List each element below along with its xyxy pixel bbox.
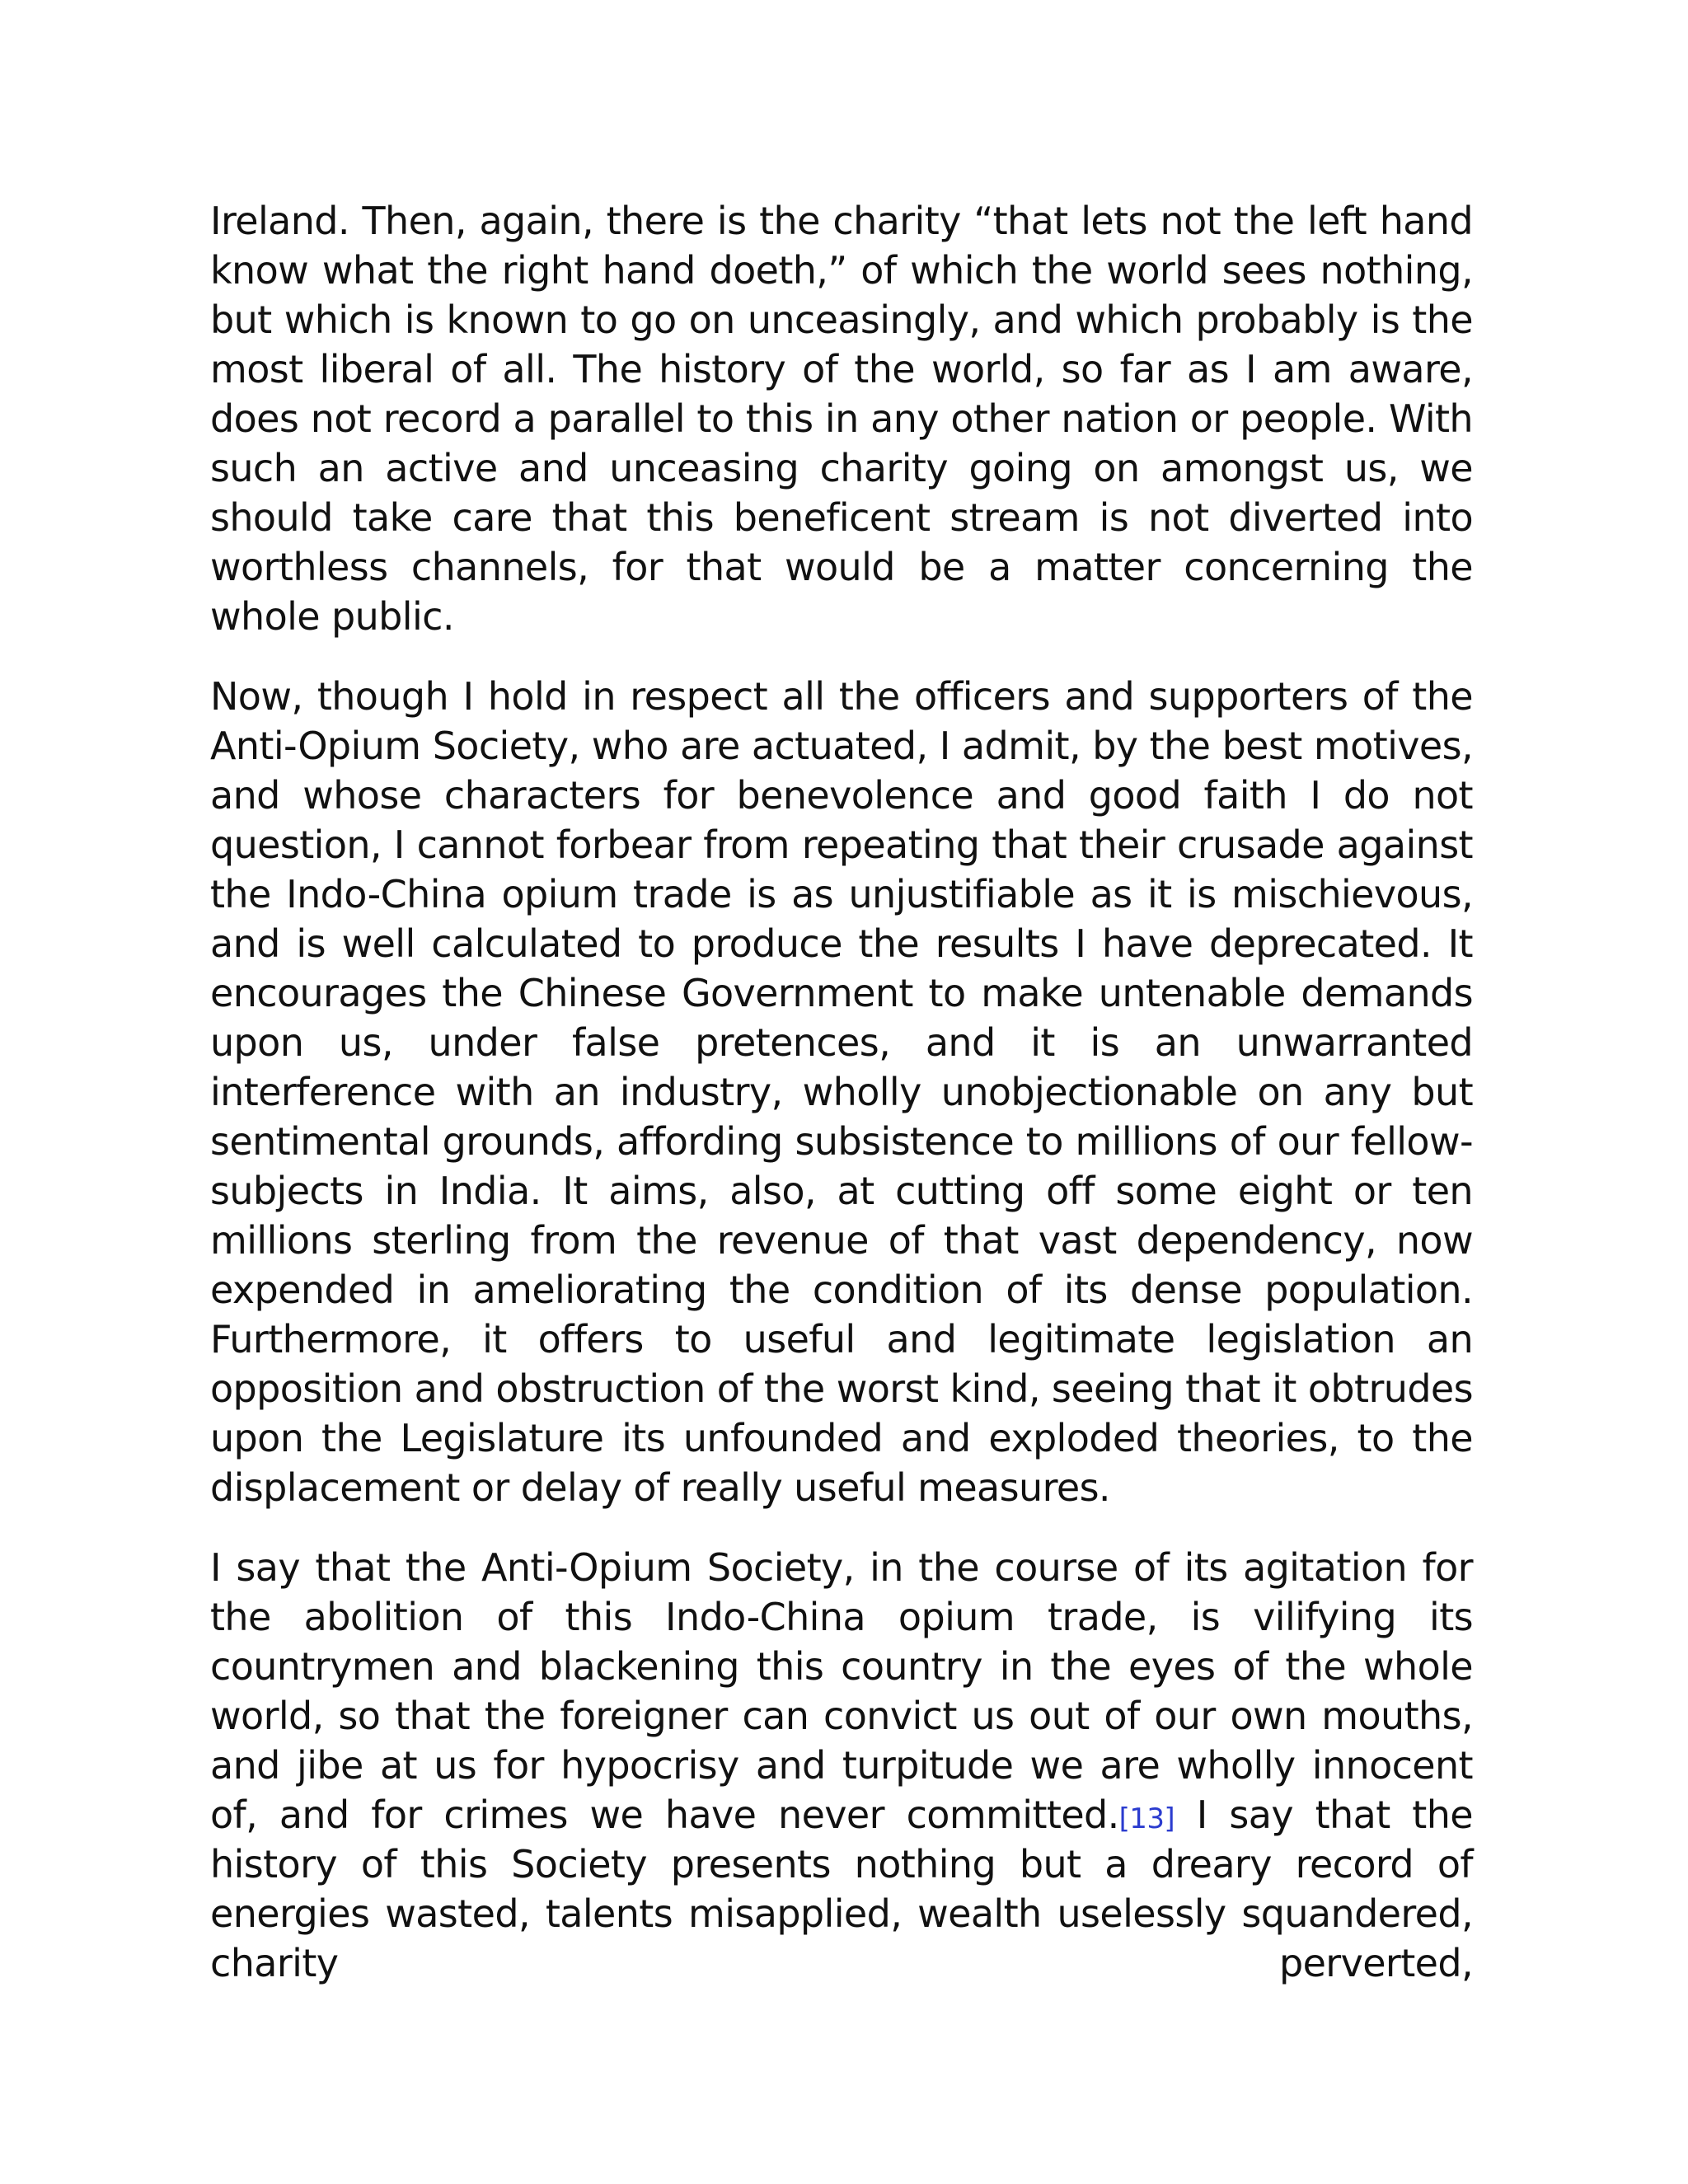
paragraph-1: Ireland. Then, again, there is the charity “that lets not the left hand know what the right hand doeth,” of which the world sees nothing, but which is known to go on unceasingly, and which probably is the most liberal of all. The history of the world, so far as I am aware, does not record a parallel to this in any other nation or people. With such an active and unceasing charity going on amongst us, we should take care that this beneficent stream is not diverted into worthless channels, for that would be a matter concerning the whole public. <box>210 199 1473 639</box>
document-page <box>210 196 1473 2018</box>
paragraph-2: Now, though I hold in respect all the officers and supporters of the Anti-Opium Society, who are actuated, I admit, by the best motives, and whose characters for benevolence and good faith I do not question, I cannot forbear from repeating that their crusade against the Indo-China opium trade is as unjustifiable as it is mischievous, and is well calculated to produce the results I have deprecated. It encourages the Chinese Government to make untenable demands upon us, under false pretences, and it is an unwarranted interference with an industry, wholly unobjectionable on any but sentimental grounds, affording subsistence to millions of our fellow-subjects in India. It aims, also, at cutting off some eight or ten millions sterling from the revenue of that vast dependency, now expended in ameliorating the condition of its dense population. Furthermore, it offers to useful and legitimate legislation an opposition and obstruction of the worst kind, seeing that it obtrudes upon the Legislature its unfounded and exploded theories, to the displacement or delay of really useful measures. <box>210 674 1473 1510</box>
paragraph-3 <box>210 1543 1473 1988</box>
paragraph-3-text-after: I say that the history of this Society presents nothing but a dreary record of energies wasted, talents misapplied, wealth uselessly squandered, charity perverted, <box>210 1793 1473 1985</box>
footnote-link-13[interactable]: [13] <box>1118 1802 1175 1835</box>
paragraph-3-text-before: I say that the Anti-Opium Society, in the course of its agitation for the abolition of this Indo-China opium trade, is vilifying its countrymen and blackening this country in the eyes of the whole world, so that the foreigner can convict us out of our own mouths, and jibe at us for hypocrisy and turpitude we are wholly innocent of, and for crimes we have never committed. <box>210 1545 1473 1837</box>
